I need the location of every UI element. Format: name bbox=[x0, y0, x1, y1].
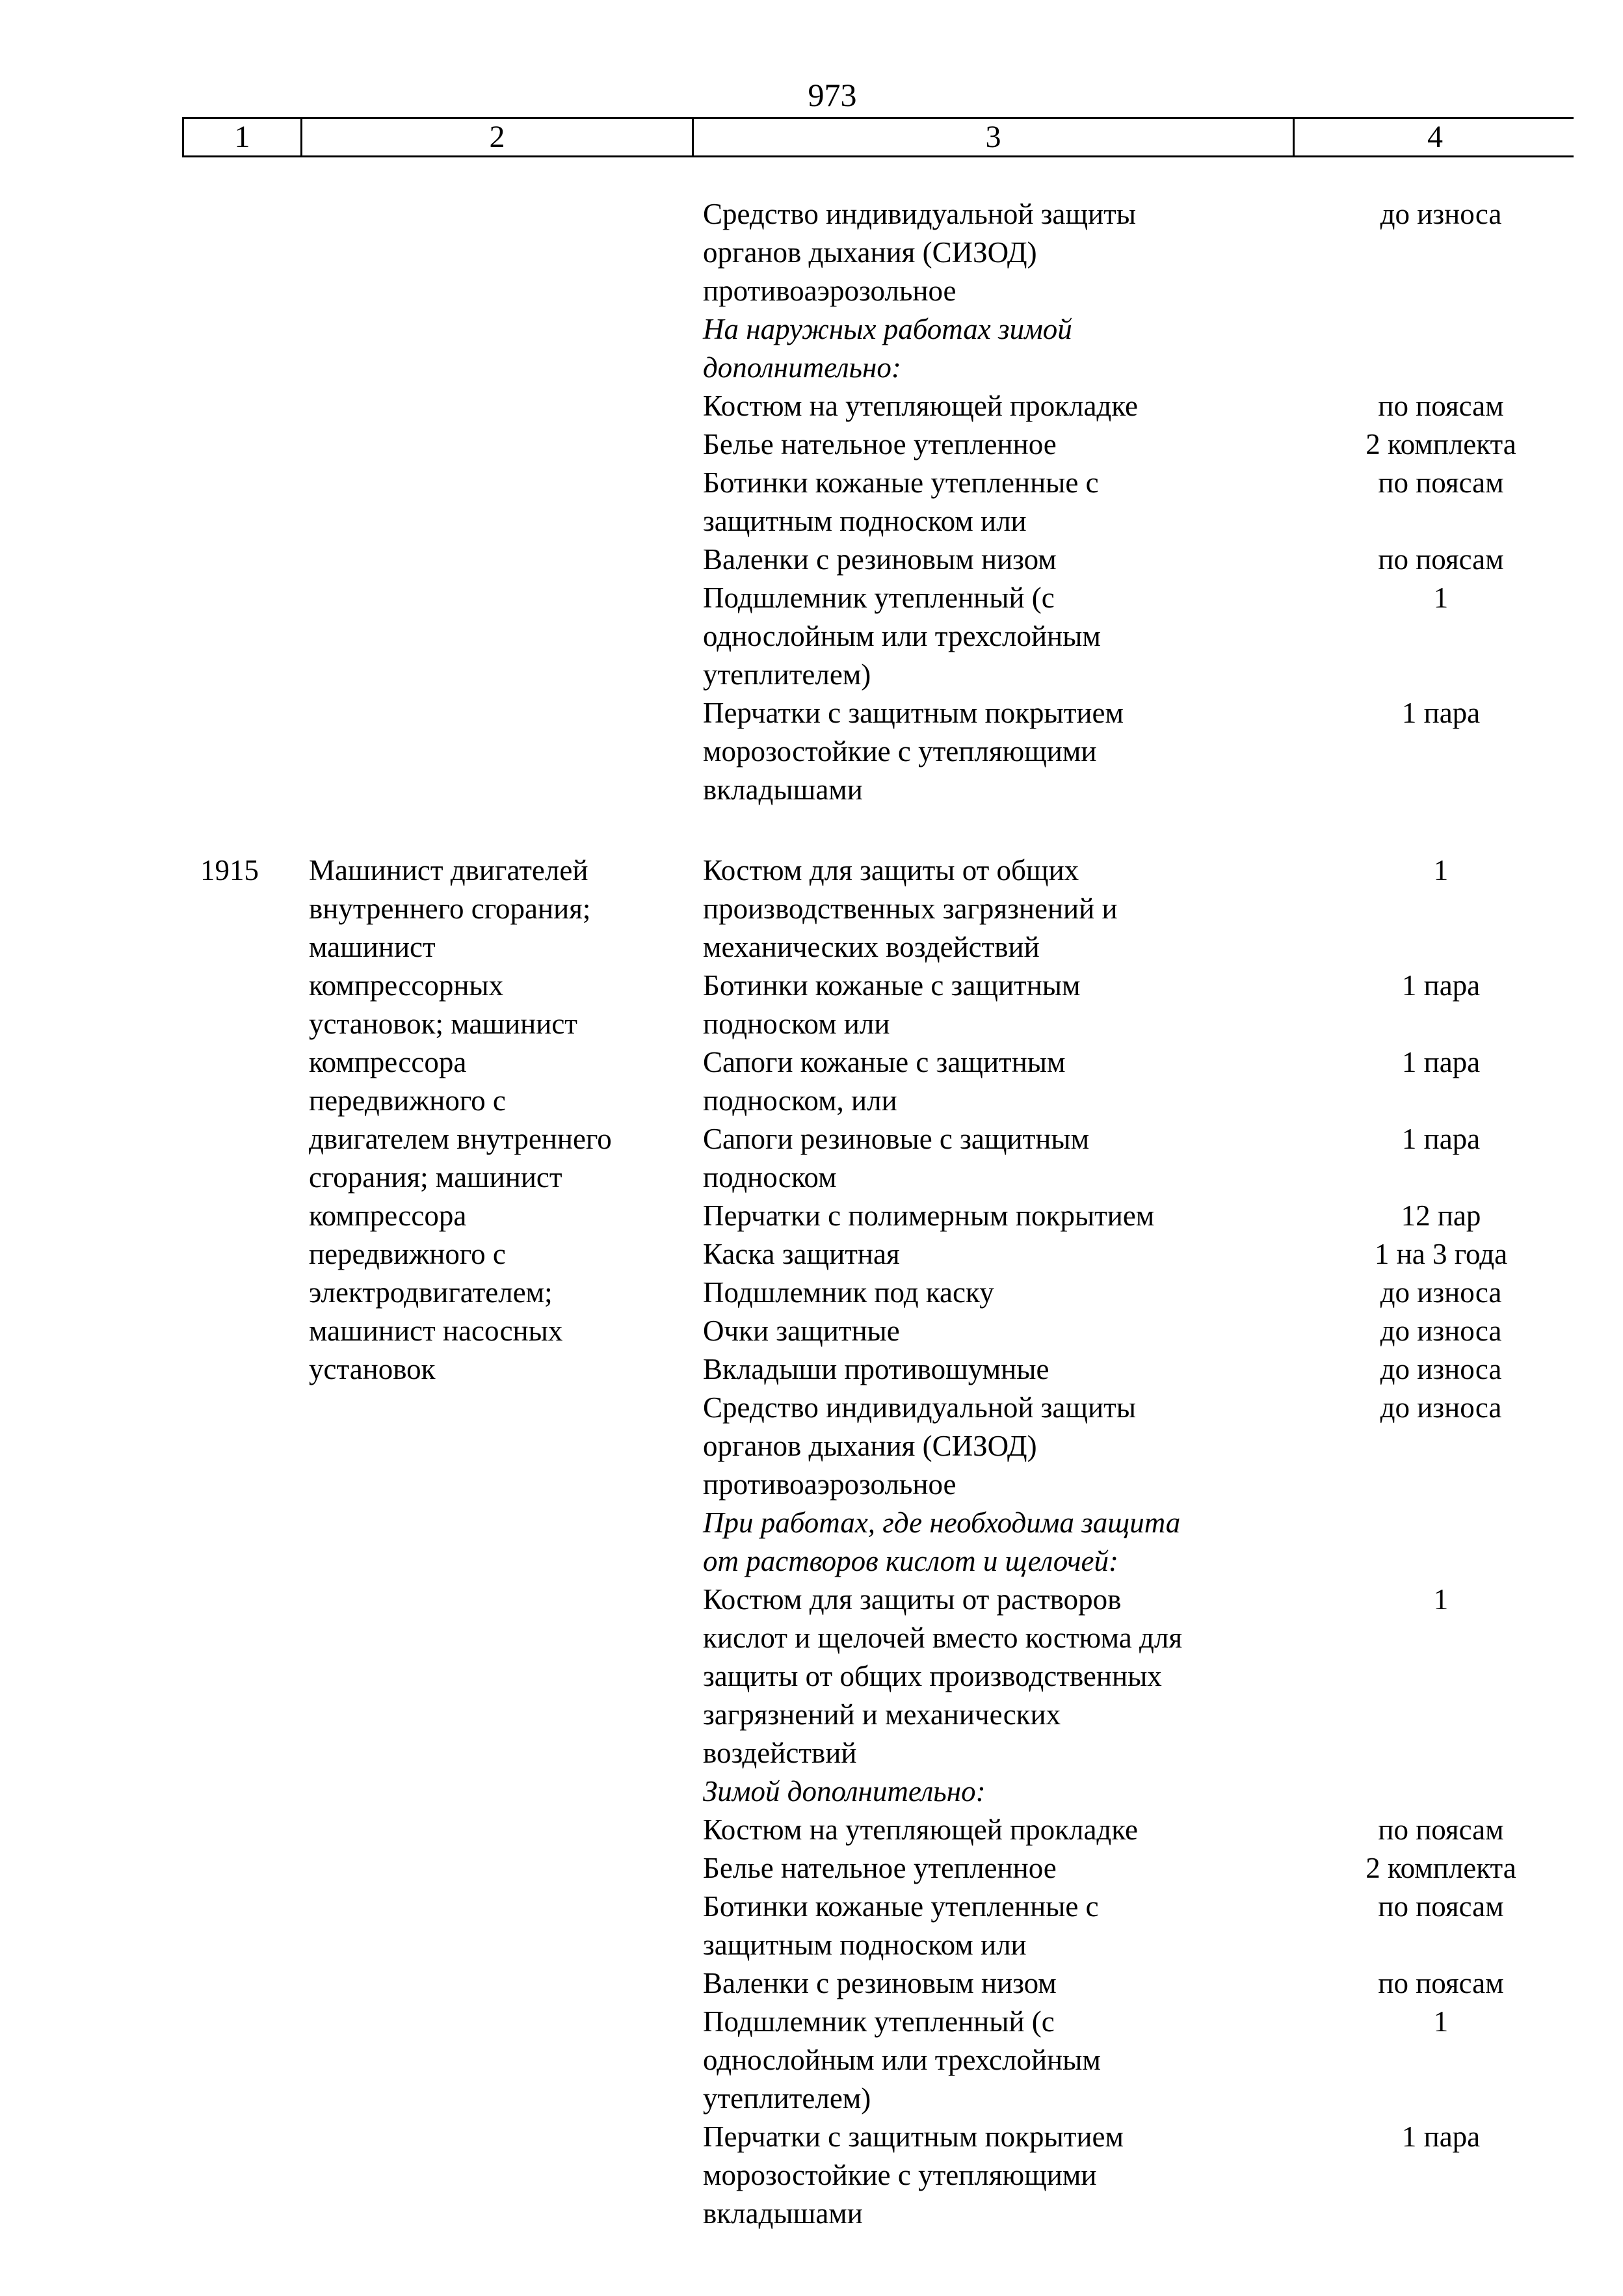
item-name-line: противоаэрозольное bbox=[703, 274, 957, 307]
profession-line: машинист насосных bbox=[309, 1315, 563, 1347]
profession-line: сгорания; машинист bbox=[309, 1161, 562, 1194]
profession-line: передвижного с bbox=[309, 1238, 506, 1270]
item-name-line: защитным подноском или bbox=[703, 1929, 1027, 1961]
item-name-line: Перчатки с защитным покрытием bbox=[703, 2120, 1124, 2153]
item-name-line: морозостойкие с утепляющими bbox=[703, 735, 1097, 768]
page-number: 973 bbox=[808, 77, 857, 113]
item-quantity: по поясам bbox=[1378, 1890, 1504, 1923]
profession-line: Машинист двигателей bbox=[309, 854, 588, 887]
item-quantity: до износа bbox=[1380, 1315, 1502, 1347]
item-quantity: 1 пара bbox=[1401, 1046, 1481, 1078]
profession-line: установок bbox=[309, 1353, 436, 1385]
item-name-line: Костюм для защиты от общих bbox=[703, 854, 1079, 887]
item-quantity: до износа bbox=[1380, 1353, 1502, 1385]
item-quantity: 1 пара bbox=[1401, 969, 1481, 1002]
section-subheading: Зимой дополнительно: bbox=[703, 1775, 986, 1808]
header-col-1: 1 bbox=[184, 119, 302, 155]
item-name-line: Валенки с резиновым низом bbox=[703, 1967, 1057, 1999]
profession-line: электродвигателем; bbox=[309, 1276, 553, 1309]
item-name-line: Валенки с резиновым низом bbox=[703, 543, 1057, 576]
profession-line: компрессора bbox=[309, 1199, 467, 1232]
item-name-line: загрязнений и механических bbox=[703, 1698, 1061, 1731]
item-quantity: до износа bbox=[1380, 1391, 1502, 1424]
item-name-line: Костюм для защиты от растворов bbox=[703, 1583, 1122, 1616]
profession-line: компрессора bbox=[309, 1046, 467, 1078]
item-name-line: утеплителем) bbox=[703, 2082, 871, 2115]
item-name-line: однослойным или трехслойным bbox=[703, 620, 1101, 652]
header-col-4: 4 bbox=[1427, 120, 1443, 154]
profession-line: установок; машинист bbox=[309, 1008, 577, 1040]
item-quantity: 1 bbox=[1433, 854, 1449, 887]
item-name-line: Сапоги резиновые с защитным bbox=[703, 1123, 1090, 1155]
item-quantity: 1 bbox=[1433, 2005, 1449, 2038]
item-quantity: 1 bbox=[1433, 1583, 1449, 1616]
item-name-line: кислот и щелочей вместо костюма для bbox=[703, 1622, 1183, 1654]
item-name-line: Ботинки кожаные утепленные с bbox=[703, 1890, 1099, 1923]
item-name-line: Подшлемник утепленный (с bbox=[703, 2005, 1055, 2038]
item-quantity: 1 bbox=[1433, 581, 1449, 614]
item-quantity: по поясам bbox=[1378, 1967, 1504, 1999]
item-name-line: производственных загрязнений и bbox=[703, 892, 1118, 925]
item-quantity: 1 на 3 года bbox=[1374, 1238, 1508, 1270]
item-name-line: защиты от общих производственных bbox=[703, 1660, 1162, 1692]
item-name-line: Средство индивидуальной защиты bbox=[703, 198, 1137, 230]
item-name-line: защитным подноском или bbox=[703, 505, 1027, 537]
item-name-line: Белье нательное утепленное bbox=[703, 428, 1057, 461]
profession-line: двигателем внутреннего bbox=[309, 1123, 612, 1155]
item-name-line: противоаэрозольное bbox=[703, 1468, 957, 1501]
item-name-line: Ботинки кожаные утепленные с bbox=[703, 466, 1099, 499]
item-name-line: Очки защитные bbox=[703, 1315, 900, 1347]
item-name-line: Подшлемник под каску bbox=[703, 1276, 994, 1309]
item-quantity: по поясам bbox=[1378, 390, 1504, 422]
item-name-line: Сапоги кожаные с защитным bbox=[703, 1046, 1066, 1078]
item-name-line: утеплителем) bbox=[703, 658, 871, 691]
item-name-line: однослойным или трехслойным bbox=[703, 2044, 1101, 2076]
item-name-line: Ботинки кожаные с защитным bbox=[703, 969, 1081, 1002]
item-quantity: по поясам bbox=[1378, 466, 1504, 499]
item-name-line: органов дыхания (СИЗОД) bbox=[703, 236, 1037, 269]
item-name-line: подноском bbox=[703, 1161, 837, 1194]
item-name-line: органов дыхания (СИЗОД) bbox=[703, 1430, 1037, 1462]
item-quantity: 2 комплекта bbox=[1366, 428, 1516, 461]
item-name-line: подноском, или bbox=[703, 1084, 897, 1117]
profession-line: внутреннего сгорания; bbox=[309, 892, 591, 925]
item-quantity: до износа bbox=[1380, 198, 1502, 230]
item-name-line: механических воздействий bbox=[703, 931, 1040, 963]
item-name-line: Перчатки с полимерным покрытием bbox=[703, 1199, 1155, 1232]
header-col-3: 3 bbox=[694, 119, 1295, 155]
item-quantity: 12 пар bbox=[1401, 1199, 1481, 1232]
item-name-line: вкладышами bbox=[703, 2197, 863, 2230]
entry-number: 1915 bbox=[200, 854, 259, 887]
item-name-line: Вкладыши противошумные bbox=[703, 1353, 1049, 1385]
item-quantity: 2 комплекта bbox=[1366, 1852, 1516, 1884]
item-name-line: подноском или bbox=[703, 1008, 890, 1040]
section-subheading: На наружных работах зимой bbox=[703, 313, 1072, 345]
item-name-line: Каска защитная bbox=[703, 1238, 900, 1270]
item-name-line: Костюм на утепляющей прокладке bbox=[703, 390, 1139, 422]
item-name-line: морозостойкие с утепляющими bbox=[703, 2159, 1097, 2191]
item-quantity: 1 пара bbox=[1401, 697, 1481, 729]
section-subheading: При работах, где необходима защита bbox=[703, 1506, 1181, 1539]
profession-line: компрессорных bbox=[309, 969, 504, 1002]
profession-line: машинист bbox=[309, 931, 436, 963]
item-name-line: Подшлемник утепленный (с bbox=[703, 581, 1055, 614]
section-subheading: дополнительно: bbox=[703, 351, 901, 384]
profession-line: передвижного с bbox=[309, 1084, 506, 1117]
item-quantity: по поясам bbox=[1378, 1813, 1504, 1846]
table-header-row bbox=[182, 117, 1574, 157]
section-subheading: от растворов кислот и щелочей: bbox=[703, 1545, 1119, 1577]
item-name-line: Костюм на утепляющей прокладке bbox=[703, 1813, 1139, 1846]
item-name-line: Перчатки с защитным покрытием bbox=[703, 697, 1124, 729]
item-name-line: Средство индивидуальной защиты bbox=[703, 1391, 1137, 1424]
item-name-line: вкладышами bbox=[703, 773, 863, 806]
item-quantity: 1 пара bbox=[1401, 2120, 1481, 2153]
item-name-line: Белье нательное утепленное bbox=[703, 1852, 1057, 1884]
item-quantity: по поясам bbox=[1378, 543, 1504, 576]
header-col-2: 2 bbox=[302, 119, 694, 155]
item-quantity: до износа bbox=[1380, 1276, 1502, 1309]
item-name-line: воздействий bbox=[703, 1737, 857, 1769]
item-quantity: 1 пара bbox=[1401, 1123, 1481, 1155]
